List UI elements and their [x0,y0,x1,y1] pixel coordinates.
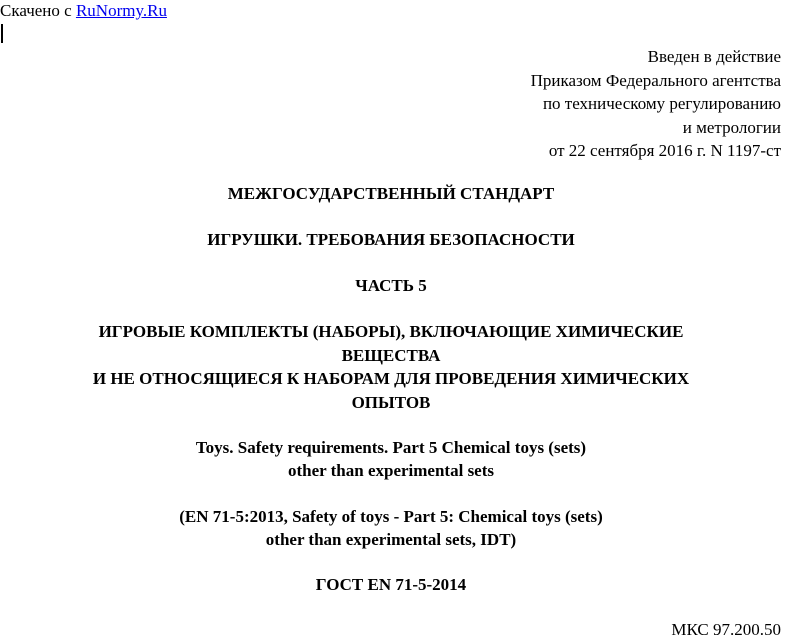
standard-title: ИГРУШКИ. ТРЕБОВАНИЯ БЕЗОПАСНОСТИ [207,230,575,249]
intro-line: Приказом Федерального агентства [530,70,781,90]
subtitle-en-line: other than experimental sets [287,461,495,480]
subtitle-en [0,436,782,482]
original-standard [0,505,782,551]
standard-designation: ГОСТ EN 71-5-2014 [315,575,467,594]
intro-line: Введен в действие [647,47,781,66]
subtitle-ru-line: ОПЫТОВ [351,392,431,412]
intro-line: и метрологии [682,117,781,137]
original-standard-line: other than experimental sets, IDT) [265,530,517,549]
standard-kind: МЕЖГОСУДАРСТВЕННЫЙ СТАНДАРТ [227,184,555,203]
subtitle-ru [0,320,782,414]
standard-part: ЧАСТЬ 5 [355,276,427,295]
subtitle-ru-line: И НЕ ОТНОСЯЩИЕСЯ К НАБОРАМ ДЛЯ ПРОВЕДЕНИЯ ХИМИЧЕСКИХ [92,369,690,388]
text-cursor [1,24,3,43]
mks-code: МКС 97.200.50 [671,620,781,639]
source-prefix: Скачено с [0,1,76,20]
subtitle-ru-line: ИГРОВЫЕ КОМПЛЕКТЫ (НАБОРЫ), ВКЛЮЧАЮЩИЕ ХИМИЧЕСКИЕ [98,322,684,341]
subtitle-en-line: Toys. Safety requirements. Part 5 Chemical toys (sets) [195,438,587,457]
subtitle-ru-line: ВЕЩЕСТВА [341,345,441,365]
source-line [0,1,167,21]
intro-line: по техническому регулированию [542,94,781,113]
source-link[interactable]: RuNormy.Ru [75,1,167,20]
intro-line: от 22 сентября 2016 г. N 1197-ст [548,141,781,160]
intro-block [531,45,781,163]
original-standard-line: (EN 71-5:2013, Safety of toys - Part 5: Chemical toys (sets) [179,507,603,526]
